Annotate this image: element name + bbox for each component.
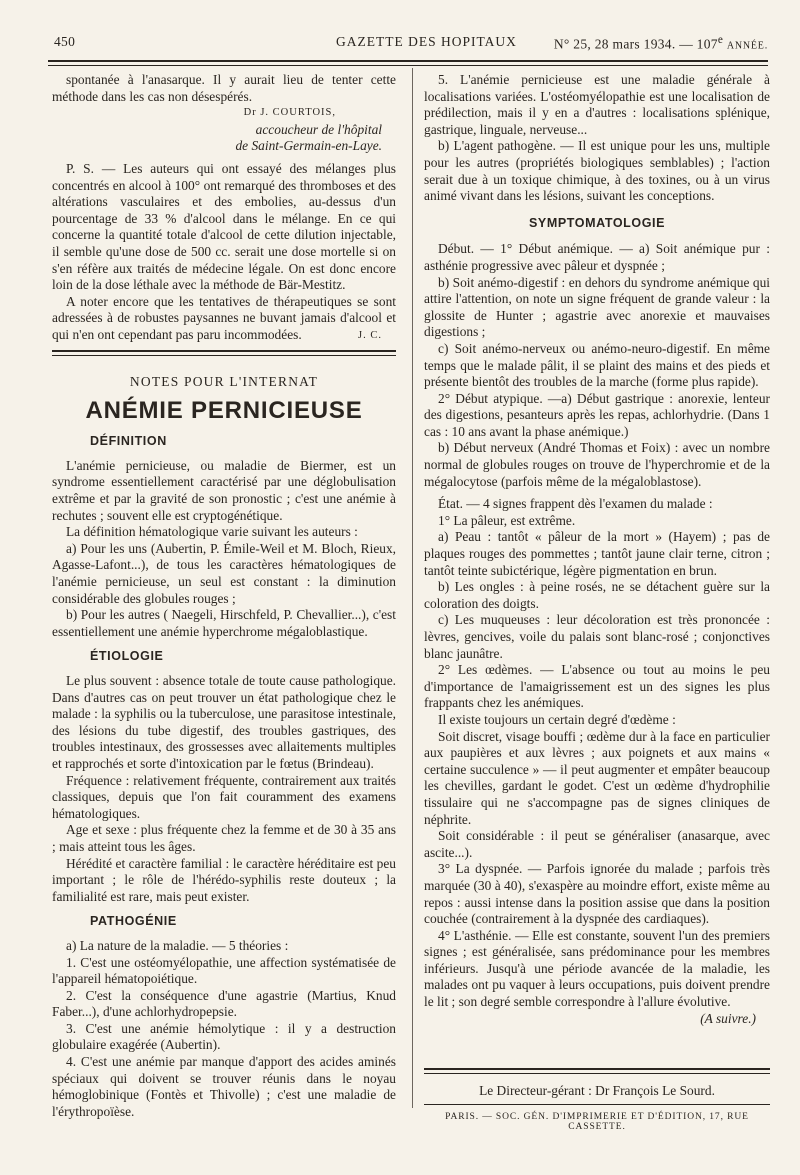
symptom-p8: a) Peau : tantôt « pâleur de la mort » (Hayem) ; pas de plaques rouges des pommettes ; tantôt jaune clair terne, citron ; tantôt teinte subictérique, légère pigmentation en brun.	[424, 529, 770, 578]
etiologie-p3: Age et sexe : plus fréquente chez la femme et de 30 à 35 ans ; mais atteint tous les âges.	[52, 822, 396, 854]
definition-p1: L'anémie pernicieuse, ou maladie de Biermer, est un syndrome essentiellement caractérisé par une déglobulisation extrême et par la gravité de son pronostic ; c'est une anémie à rechutes ; souvent elle est cryptogénétique.	[52, 457, 396, 523]
pathogenie-p7: b) L'agent pathogène. — Il est unique pour les uns, multiple pour les autres (propriétés biologiques semblables) ; l'action serait due à un toxique chimique, à des toxines, ou à un virus animé vivant dans les lésions, suivant les conceptions.	[424, 138, 770, 204]
to-be-continued: (A suivre.)	[700, 1010, 756, 1026]
heading-pathogenie: PATHOGÉNIE	[90, 914, 177, 929]
symptom-p4: 2° Début atypique. —a) Début gastrique : anorexie, lenteur des digestions, pesanteurs après les repas, achlorhydrie. (Dans 1 cas : 10 ans avant la phase anémique.)	[424, 390, 770, 439]
printer-line: PARIS. — SOC. GÉN. D'IMPRIMERIE ET D'ÉDITION, 17, RUE CASSETTE.	[445, 1112, 749, 1132]
definition-p3: a) Pour les uns (Aubertin, P. Émile-Weil et M. Bloch, Rieux, Agasse-Lafont...), de tous les caractères hématologiques de l'anémie pernicieuse, un seul est constant : la diminution considérable des globules rouges ;	[52, 540, 396, 606]
signature-name: Dr J. COURTOIS,	[243, 107, 336, 119]
etiologie-p4: Hérédité et caractère familial : le caractère héréditaire est peu important ; le rôle de l'hérédo-syphilis reste douteux ; la familialité est rare, mais peut exister.	[52, 855, 396, 904]
symptom-p6: État. — 4 signes frappent dès l'examen du malade :	[438, 496, 713, 512]
etiologie-p1: Le plus souvent : absence totale de toute cause pathologique. Dans d'autres cas on peut trouver un état pathologique chez le malade : la syphilis ou la tuberculose, une parasitose intestinale, des lésions du tube digestif, des troubles gastriques, des troubles intestinaux, des grossesses avec allaitements multiples et rapprochés et sorte d'intoxication par le fœtus (Brindeau).	[52, 673, 396, 771]
header-rule-thin	[48, 65, 768, 66]
pathogenie-p1: a) La nature de la maladie. — 5 théories :	[66, 937, 289, 953]
pathogenie-p6: 5. L'anémie pernicieuse est une maladie générale à localisations variées. L'ostéomyélopathie est une localisation de prédilection, mais il y en a d'autres : localisations splénique, gastrique, linguale, nerveuse...	[424, 72, 770, 137]
definition-p4: b) Pour les autres ( Naegeli, Hirschfeld, P. Chevallier...), c'est essentiellement une anémie hyperchrome mégaloblastique.	[52, 607, 396, 639]
symptom-p11: 2° Les œdèmes. — L'absence ou tout au moins le peu d'importance de l'amaigrissement est un des signes les plus frappants chez les anémiques.	[424, 662, 770, 711]
issue-date: N° 25, 28 mars 1934. — 107	[553, 36, 718, 52]
page-number: 450	[54, 34, 76, 49]
director-line: Le Directeur-gérant : Dr François Le Sourd.	[479, 1083, 715, 1098]
left-column	[52, 72, 396, 1120]
symptom-p15: 3° La dyspnée. — Parfois ignorée du malade ; parfois très marquée (30 à 40), s'exaspère au moindre effort, existe même au repos : aussi intense dans la position assise que dans la position couchée (contrairement à la dyspnée des cardiaques).	[424, 861, 770, 927]
footer-rule-double	[424, 1068, 770, 1074]
heading-definition: DÉFINITION	[90, 434, 167, 449]
pathogenie-p4: 3. C'est une anémie hémolytique : il y a destruction globulaire exagérée (Aubertin).	[52, 1020, 396, 1053]
ps-signature: J. C.	[358, 329, 382, 341]
heading-etiologie: ÉTIOLOGIE	[90, 649, 164, 664]
heading-symptomatologie: SYMPTOMATOLOGIE	[528, 215, 666, 230]
section-rule	[52, 350, 396, 356]
column-divider	[412, 68, 413, 1108]
prev-article-end: spontanée à l'anasarque. Il y aurait lieu de tenter cette méthode dans les cas non désespérés.	[52, 72, 396, 104]
signature-line-2: de Saint-Germain-en-Laye.	[235, 138, 382, 154]
symptom-p12: Il existe toujours un certain degré d'œdème :	[438, 711, 676, 727]
symptom-p14: Soit considérable : il peut se généraliser (anasarque, avec ascite...).	[424, 828, 770, 860]
notes-section-title: NOTES POUR L'INTERNAT	[129, 374, 319, 390]
symptom-p7: 1° La pâleur, est extrême.	[438, 512, 576, 528]
issue-suffix: ANNÉE.	[726, 40, 768, 52]
symptom-p1: Début. — 1° Début anémique. — a) Soit anémique pur : asthénie progressive avec pâleur et dyspnée ;	[424, 241, 770, 273]
pathogenie-p5: 4. C'est une anémie par manque d'apport des acides aminés spéciaux qui doivent se trouver réunis dans le noyau hémoglobinique (Fontès et Thivolle) ; c'est une maladie de l'érythropoïèse.	[52, 1054, 396, 1119]
ps-paragraph-1: P. S. — Les auteurs qui ont essayé des mélanges plus concentrés en alcool à 100° ont remarqué des thromboses et des altérations vasculaires et des embolies, au-dessus d'un pourcentage de 33 % d'alcool dans le mélange. En ce qui concerne la quantité totale d'alcool de cette dilution injectable, il semble qu'une dose de 500 cc. serait une dose mortelle si on s'en réfère aux traités de médecine légale. On est donc encore loin de la dose léthale avec la méthode de Bär-Mestitz.	[52, 160, 396, 293]
pathogenie-p2: 1. C'est une ostéomyélopathie, une affection systématisée de l'appareil hématopoiétique.	[52, 954, 396, 987]
footer-rule	[424, 1068, 770, 1074]
header-rule-thick	[48, 60, 768, 62]
article-title: ANÉMIE PERNICIEUSE	[85, 396, 363, 424]
issue-info	[554, 34, 768, 53]
symptom-p2: b) Soit anémo-digestif : en dehors du syndrome anémique qui attire l'attention, on note un signe fréquent de grande valeur : la glossite de Hunter ; agastrie avec anorexie et mauvaises digestions ;	[424, 274, 770, 340]
signature-block	[52, 105, 396, 155]
symptom-p9: b) Les ongles : à peine rosés, ne se détachent guère sur la coloration des doigts.	[424, 579, 770, 611]
pathogenie-p3: 2. C'est la conséquence d'une agastrie (Martius, Knud Faber...), d'une achlorhydropepsie.	[52, 987, 396, 1020]
signature-line-1: accoucheur de l'hôpital	[255, 121, 382, 137]
printer-rule	[424, 1104, 770, 1105]
issue-sup: e	[717, 34, 724, 46]
printer-rule-line	[424, 1104, 770, 1105]
symptom-p13: Soit discret, visage bouffi ; œdème dur à la face en particulier aux paupières et aux lèvres ; aux poignets et aux mains « certaine succulence » — il peut augmenter et empâter beaucoup les chevilles, gardant le godet. C'est un œdème d'hydrophilie tissulaire qui ne s'accompagne pas de signes cliniques de néphrite.	[424, 728, 770, 827]
definition-p2: La définition hématologique varie suivant les auteurs :	[66, 524, 358, 540]
symptom-p10: c) Les muqueuses : leur décoloration est très prononcée : lèvres, gencives, voile du palais sont blanc-rosé ; conjonctives blanc jaunâtre.	[424, 612, 770, 661]
symptom-p3: c) Soit anémo-nerveux ou anémo-neuro-digestif. En même temps que le malade pâlit, il se plaint des mains et des pieds et présente bientôt des troubles de la marche (forme plus rapide).	[424, 340, 770, 390]
page-header	[48, 34, 768, 56]
right-column	[424, 72, 770, 1027]
gazette-title: GAZETTE DES HOPITAUX	[336, 34, 517, 49]
ps-paragraph-2: A noter encore que les tentatives de thérapeutiques se sont adressées à de robustes paysannes ne buvant jamais d'alcool et qui n'en ont cependant pas paru incommodées.	[52, 293, 396, 342]
etiologie-p2: Fréquence : relativement fréquente, contrairement aux traités classiques, depuis que l'on fait couramment des examens hématologiques.	[52, 772, 396, 821]
symptom-p5: b) Début nerveux (André Thomas et Foix) : avec un nombre normal de globules rouges on trouve de l'hyperchromie et de la mégalocytose (parfois même de la mégaloblastose).	[424, 440, 770, 489]
symptom-p16: 4° L'asthénie. — Elle est constante, souvent l'un des premiers signes ; est généralisée, sans prédominance pour les membres inférieurs. Jusqu'à une période avancée de la maladie, les malades ont pu vaquer à leurs occupations, puis doivent prendre le lit ; son degré semble correspondre à l'allure évolutive.	[424, 927, 770, 1010]
